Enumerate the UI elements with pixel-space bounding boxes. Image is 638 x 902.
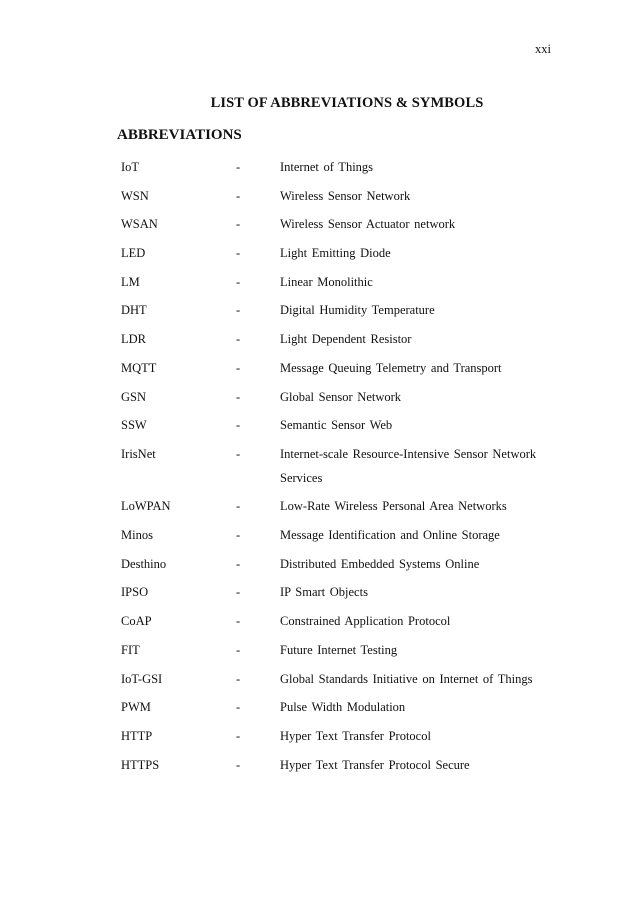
abbreviation-term: DHT <box>121 303 147 318</box>
abbreviation-separator: - <box>236 274 241 289</box>
abbreviation-separator: - <box>236 446 241 461</box>
abbreviation-term: LDR <box>121 332 146 347</box>
abbreviation-definition: Hyper Text Transfer Protocol Secure <box>280 757 470 772</box>
abbreviation-definition: Internet of Things <box>280 160 374 174</box>
abbreviation-separator: - <box>236 585 241 600</box>
page-number: xxi <box>535 42 551 56</box>
abbreviation-separator: - <box>236 360 241 375</box>
abbreviation-term: HTTP <box>121 728 153 743</box>
abbreviation-separator: - <box>236 528 241 543</box>
abbreviation-definition: Future Internet Testing <box>280 642 398 657</box>
abbreviation-definition: Light Emitting Diode <box>280 246 391 261</box>
abbreviation-definition: Linear Monolithic <box>280 274 373 289</box>
abbreviation-separator: - <box>236 614 241 629</box>
abbreviation-separator: - <box>236 700 241 715</box>
abbreviation-term: LED <box>121 246 146 261</box>
abbreviation-row <box>121 758 561 787</box>
abbreviation-row <box>121 447 561 500</box>
abbreviation-definition: Semantic Sensor Web <box>280 418 393 433</box>
abbreviation-term: LoWPAN <box>121 499 171 514</box>
abbreviation-definition: Digital Humidity Temperature <box>280 303 435 318</box>
abbreviation-definition: Message Queuing Telemetry and Transport <box>280 360 502 375</box>
abbreviation-term: FIT <box>121 642 140 657</box>
abbreviation-definition: Internet-scale Resource-Intensive Sensor Network Services <box>280 446 537 486</box>
abbreviation-definition: IP Smart Objects <box>280 585 368 600</box>
page-title: LIST OF ABBREVIATIONS & SYMBOLS <box>210 95 484 111</box>
abbreviation-list <box>121 160 561 786</box>
abbreviation-definition: Wireless Sensor Network <box>280 188 411 203</box>
abbreviation-term: IoT-GSI <box>121 671 163 686</box>
abbreviation-separator: - <box>236 418 241 433</box>
abbreviation-term: Minos <box>121 528 153 543</box>
abbreviation-definition: Wireless Sensor Actuator network <box>280 217 456 232</box>
abbreviation-definition: Distributed Embedded Systems Online <box>280 556 480 571</box>
abbreviation-separator: - <box>236 757 241 772</box>
abbreviation-term: HTTPS <box>121 757 160 772</box>
abbreviation-separator: - <box>236 499 241 514</box>
abbreviation-separator: - <box>236 246 241 261</box>
abbreviation-term: WSAN <box>121 217 158 232</box>
abbreviation-separator: - <box>236 303 241 318</box>
abbreviation-definition: Message Identification and Online Storage <box>280 528 500 543</box>
abbreviation-separator: - <box>236 642 241 657</box>
abbreviation-separator: - <box>236 188 241 203</box>
abbreviation-separator: - <box>236 332 241 347</box>
abbreviation-separator: - <box>236 389 241 404</box>
abbreviation-term: IrisNet <box>121 446 156 461</box>
abbreviation-term: PWM <box>121 700 151 715</box>
abbreviation-term: Desthino <box>121 556 167 571</box>
abbreviation-term: GSN <box>121 389 147 404</box>
section-heading: ABBREVIATIONS <box>117 127 242 143</box>
abbreviation-definition: Pulse Width Modulation <box>280 700 406 715</box>
abbreviation-term: MQTT <box>121 360 157 375</box>
abbreviation-term: WSN <box>121 188 149 203</box>
abbreviation-term: IPSO <box>121 585 149 600</box>
abbreviation-term: CoAP <box>121 614 152 629</box>
abbreviation-definition: Global Sensor Network <box>280 389 402 404</box>
abbreviation-term: SSW <box>121 418 147 433</box>
abbreviation-definition: Global Standards Initiative on Internet of Things <box>280 671 533 686</box>
abbreviation-separator: - <box>236 217 241 232</box>
abbreviation-separator: - <box>236 671 241 686</box>
abbreviation-definition: Light Dependent Resistor <box>280 332 412 347</box>
abbreviation-separator: - <box>236 160 241 174</box>
abbreviation-separator: - <box>236 556 241 571</box>
abbreviation-term: LM <box>121 274 140 289</box>
abbreviation-definition: Low-Rate Wireless Personal Area Networks <box>280 499 507 514</box>
abbreviation-separator: - <box>236 728 241 743</box>
abbreviation-definition: Hyper Text Transfer Protocol <box>280 728 431 743</box>
abbreviation-definition: Constrained Application Protocol <box>280 614 451 629</box>
abbreviation-term: IoT <box>121 160 140 174</box>
